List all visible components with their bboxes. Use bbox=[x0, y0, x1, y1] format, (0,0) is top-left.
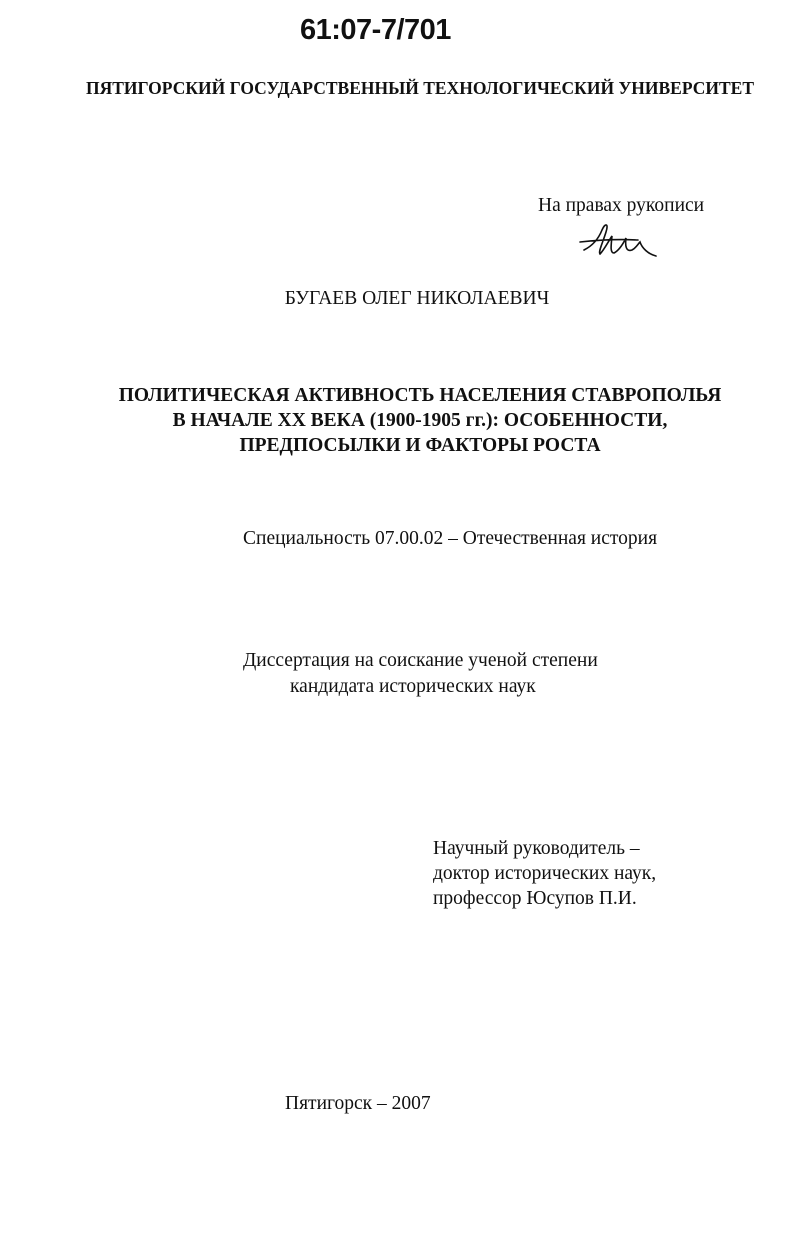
degree-statement bbox=[243, 648, 598, 700]
supervisor-line: профессор Юсупов П.И. bbox=[433, 888, 637, 909]
degree-line: кандидата исторических наук bbox=[290, 676, 536, 697]
supervisor-line: доктор исторических наук, bbox=[433, 863, 657, 884]
title-line: ПОЛИТИЧЕСКАЯ АКТИВНОСТЬ НАСЕЛЕНИЯ СТАВРОПОЛЬЯ bbox=[118, 385, 722, 406]
title-line: В НАЧАЛЕ XX ВЕКА (1900-1905 гг.): ОСОБЕННОСТИ, bbox=[172, 410, 668, 431]
signature bbox=[578, 220, 660, 260]
catalog-code: 61:07-7/701 bbox=[300, 14, 451, 46]
degree-line: Диссертация на соискание ученой степени bbox=[243, 650, 598, 671]
city-year: Пятигорск – 2007 bbox=[285, 1093, 431, 1114]
title-line: ПРЕДПОСЫЛКИ И ФАКТОРЫ РОСТА bbox=[239, 435, 601, 456]
university-name: ПЯТИГОРСКИЙ ГОСУДАРСТВЕННЫЙ ТЕХНОЛОГИЧЕСКИЙ УНИВЕРСИТЕТ bbox=[85, 78, 755, 98]
manuscript-rights-note: На правах рукописи bbox=[538, 195, 705, 216]
author-name: БУГАЕВ ОЛЕГ НИКОЛАЕВИЧ bbox=[284, 288, 550, 309]
specialty: Специальность 07.00.02 – Отечественная история bbox=[243, 528, 658, 549]
dissertation-title bbox=[0, 383, 799, 458]
supervisor-block bbox=[433, 836, 656, 911]
supervisor-line: Научный руководитель – bbox=[433, 838, 640, 859]
